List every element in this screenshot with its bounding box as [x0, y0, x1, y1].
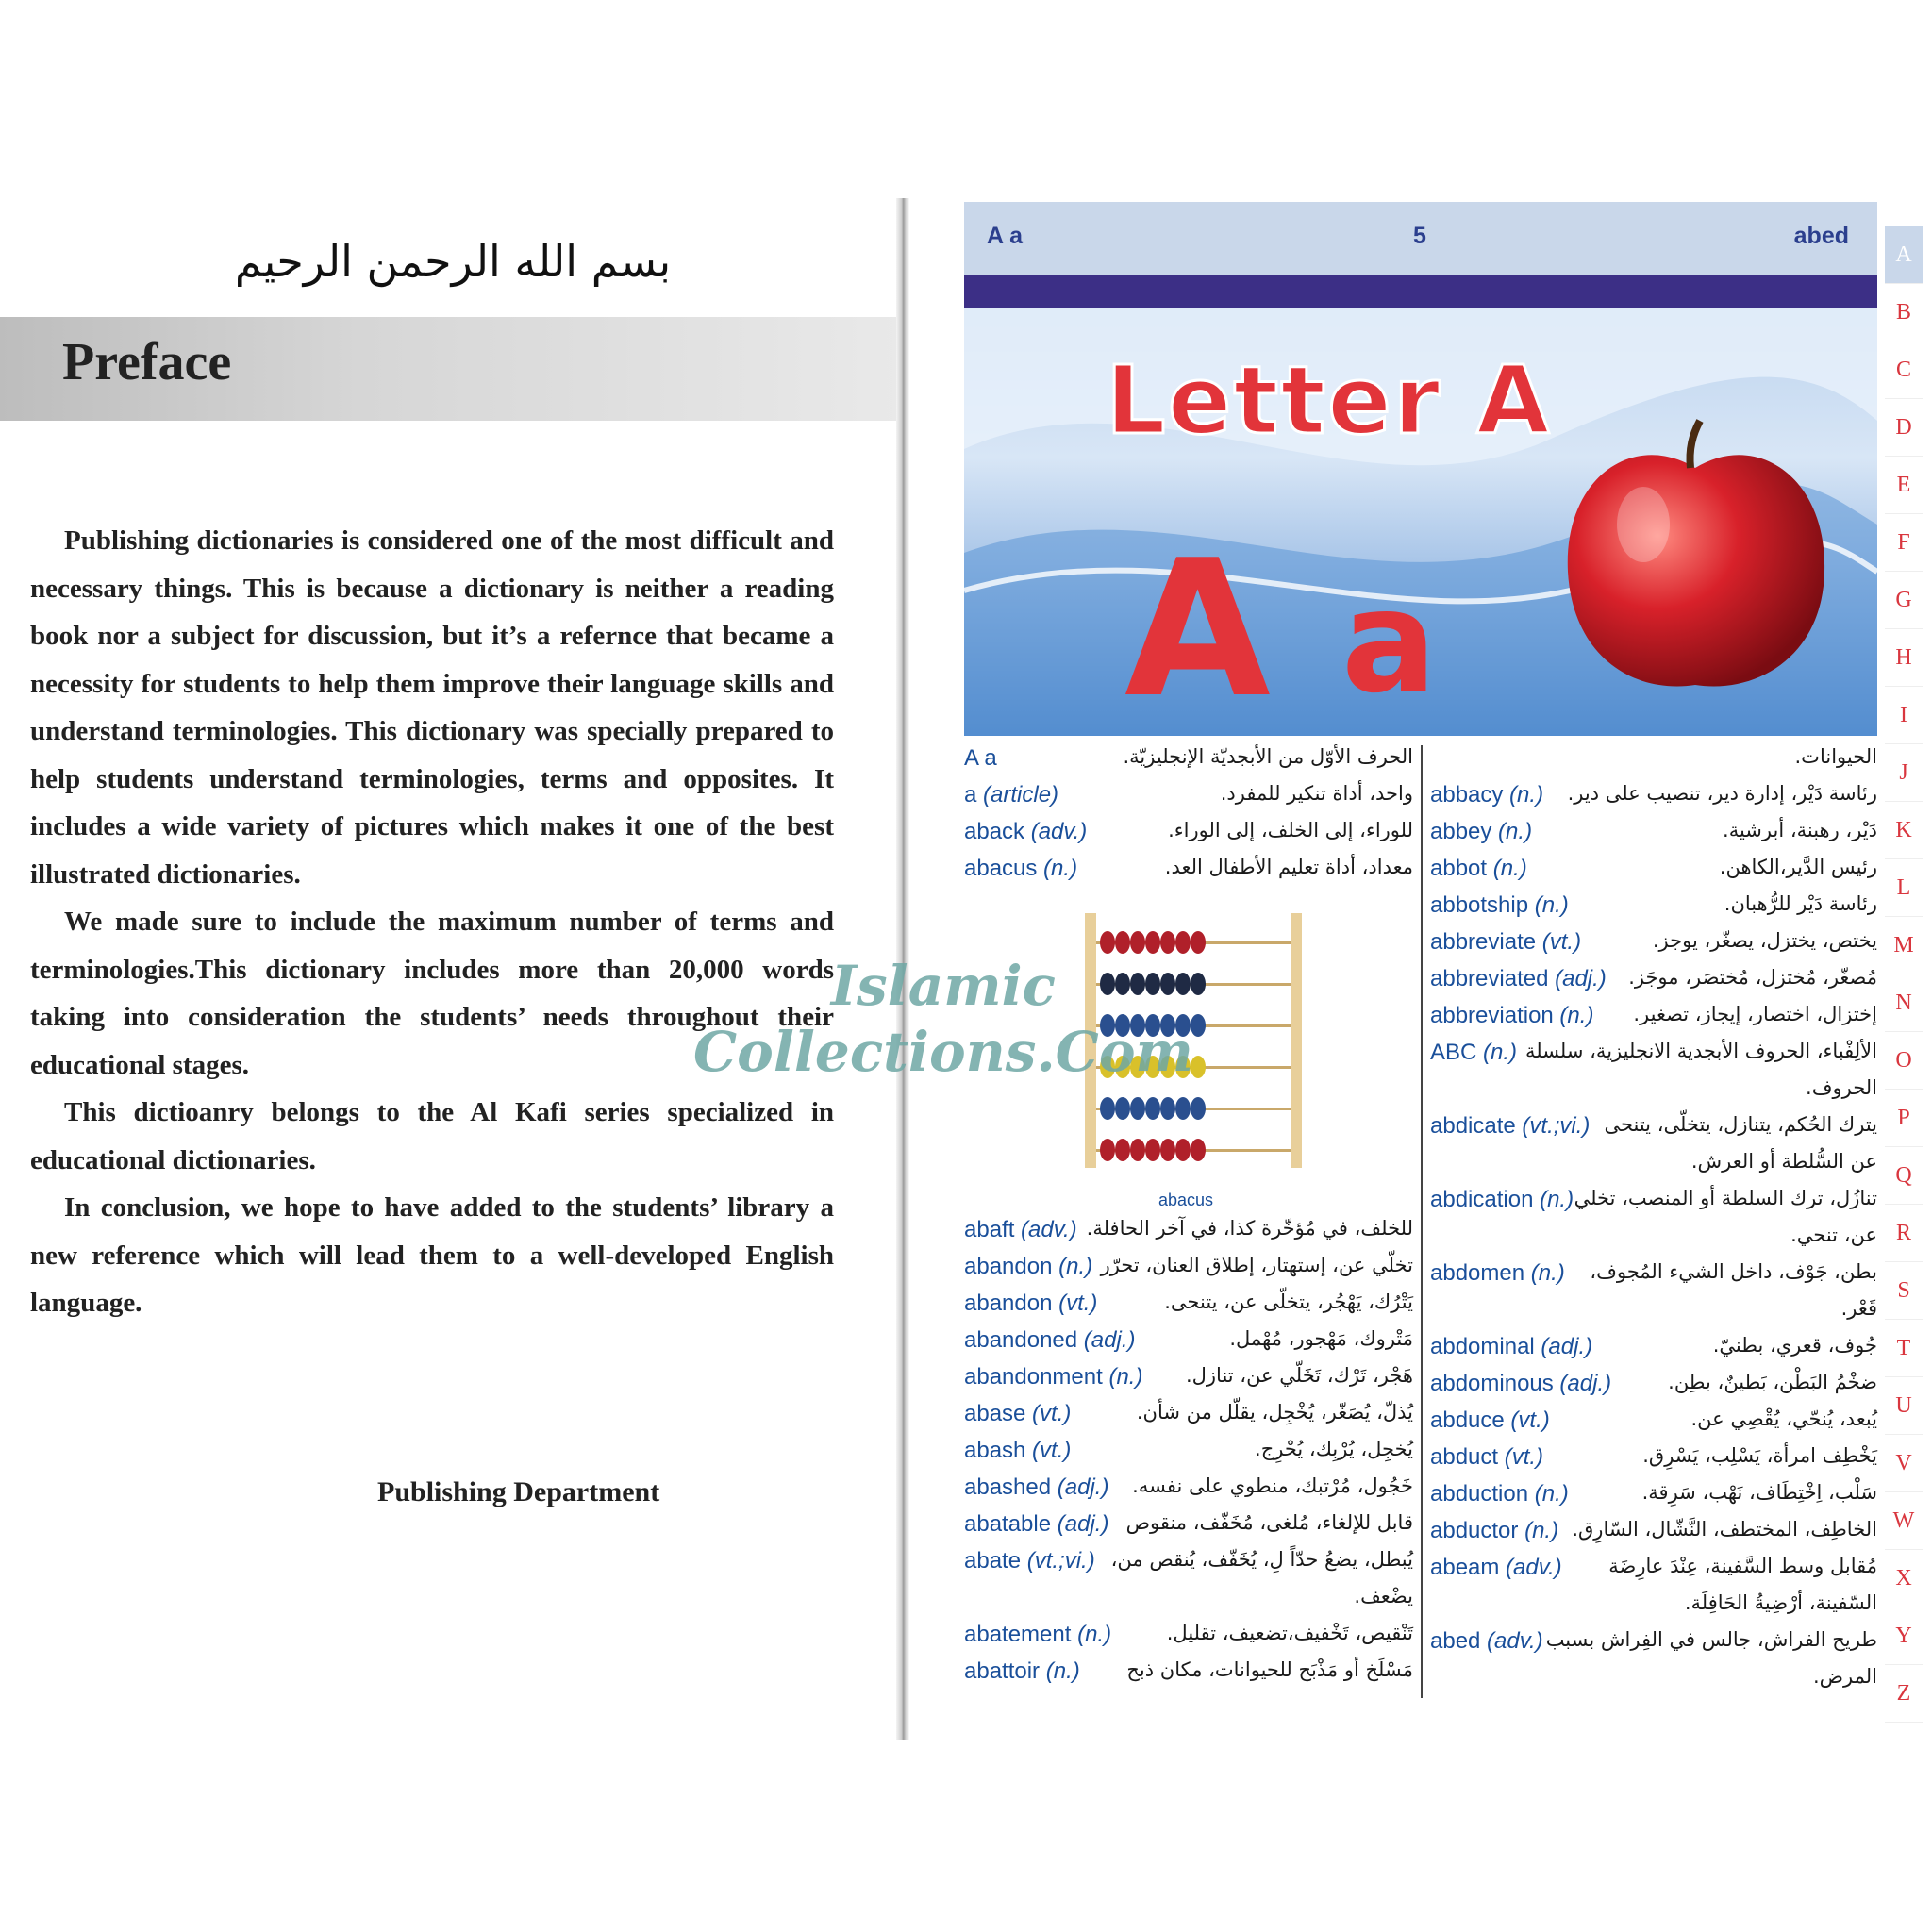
entry-part-of-speech: (adj.) [1534, 1334, 1593, 1359]
entry-arabic-definition: دَيْر، رهبنة، أبرشية. [1723, 819, 1877, 841]
entry-headword [1430, 1003, 1593, 1029]
abacus-bead [1100, 1139, 1115, 1161]
entry-word: abduct [1430, 1444, 1499, 1470]
alphabet-tab-p[interactable]: P [1885, 1090, 1923, 1147]
entry-arabic-definition: جُوف، قعري، بطنيّ. [1712, 1334, 1877, 1357]
entry-part-of-speech: (vt.) [1504, 1407, 1550, 1433]
entry-word: abduce [1430, 1407, 1505, 1433]
watermark-line: Collections.Com [693, 1020, 1193, 1084]
alphabet-tab-c[interactable]: C [1885, 341, 1923, 399]
dictionary-entry [964, 782, 1413, 814]
entry-word: abdicate [1430, 1113, 1516, 1139]
dictionary-entry [1430, 856, 1877, 888]
entry-arabic-definition: الخاطِف، المختطف، النَّشّال، السّارِق. [1572, 1518, 1877, 1541]
entry-word: abandonment [964, 1364, 1103, 1390]
alphabet-tab-k[interactable]: K [1885, 802, 1923, 859]
dictionary-entry [1430, 1297, 1877, 1329]
entry-arabic-definition: يُخجِل، يُرْبِك، يُحْرِج. [1255, 1438, 1413, 1460]
entry-headword [964, 1364, 1142, 1391]
abacus-bead [1160, 1097, 1175, 1120]
dictionary-entry [1430, 1628, 1877, 1660]
banner-title: Letter A [1106, 345, 1552, 456]
basmala-heading: بسم الله الرحمن الرحيم [234, 236, 672, 287]
entry-arabic-definition: قَعْر. [1840, 1297, 1877, 1320]
entry-part-of-speech: (vt.) [1052, 1291, 1098, 1316]
alphabet-tab-t[interactable]: T [1885, 1320, 1923, 1377]
alphabet-tab-v[interactable]: V [1885, 1435, 1923, 1492]
entry-headword [1430, 1444, 1543, 1471]
entry-part-of-speech: (adv.) [1499, 1555, 1562, 1580]
entry-headword [1430, 1187, 1574, 1213]
dictionary-entry [964, 1474, 1413, 1507]
entry-part-of-speech: (n.) [1037, 856, 1078, 881]
entry-arabic-definition: رئاسة دَيْر للرُّهبان. [1724, 892, 1877, 915]
entry-part-of-speech: (n.) [1071, 1622, 1112, 1647]
entry-word: abandoned [964, 1327, 1078, 1353]
entry-headword [1430, 929, 1581, 956]
entry-word: abbreviation [1430, 1003, 1554, 1028]
alphabet-tab-z[interactable]: Z [1885, 1665, 1923, 1723]
dictionary-entry [964, 856, 1413, 888]
alphabet-tab-d[interactable]: D [1885, 399, 1923, 457]
alphabet-tab-x[interactable]: X [1885, 1550, 1923, 1607]
preface-paragraph: Publishing dictionaries is considered one of the most difficult and necessary things. This is because a dictionary is neither a reading book nor a subject for discussion, but it’s a refernce that became a necessity for students to help them improve their language skills and understand terminologies. This dictionary was specially prepared to help students understand terminologies, terms and opposites. It includes a wide variety of pictures which makes it one of the best illustrated dictionaries. [30, 525, 834, 890]
entry-arabic-definition: يَتْرُك، يَهْجُر، يتخلّى عن، يتنحى. [1164, 1291, 1413, 1313]
entry-word: abdomen [1430, 1260, 1525, 1286]
entry-arabic-definition: المرض. [1812, 1665, 1877, 1688]
dictionary-entry [1430, 1555, 1877, 1587]
entry-headword [1430, 1040, 1517, 1066]
entry-word: abbey [1430, 819, 1492, 844]
dictionary-entry [1430, 892, 1877, 924]
dictionary-entry [1430, 1224, 1877, 1256]
entry-headword [964, 1474, 1108, 1501]
entry-arabic-definition: يُذلّ، يُصَغّر، يُخْجِل، يقلّل من شأن. [1136, 1401, 1413, 1424]
abacus-bead [1100, 1097, 1115, 1120]
entry-word: abdominous [1430, 1371, 1554, 1396]
dictionary-entry [1430, 1113, 1877, 1145]
alphabet-thumb-index [1885, 226, 1923, 1723]
entry-word: abaft [964, 1217, 1015, 1242]
abacus-bead [1145, 1139, 1160, 1161]
entry-headword [964, 1327, 1136, 1354]
dictionary-entry [964, 1327, 1413, 1359]
entry-part-of-speech: (vt.;vi.) [1515, 1113, 1591, 1139]
entry-arabic-definition: مَتْروك، مَهْجور، مُهْمل. [1229, 1327, 1413, 1350]
entry-part-of-speech: (n.) [1040, 1658, 1080, 1684]
dictionary-entry [1430, 1481, 1877, 1513]
alphabet-tab-n[interactable]: N [1885, 974, 1923, 1032]
entry-word: abbacy [1430, 782, 1504, 808]
entry-word: abductor [1430, 1518, 1519, 1543]
dictionary-entry [964, 1438, 1413, 1470]
alphabet-tab-f[interactable]: F [1885, 514, 1923, 572]
watermark-line: Islamic [830, 954, 1056, 1018]
entry-arabic-definition: رئيس الدَّير،الكاهن. [1719, 856, 1877, 878]
entry-headword [964, 1254, 1092, 1280]
entry-part-of-speech: (vt.) [1498, 1444, 1544, 1470]
entry-word: abbotship [1430, 892, 1529, 918]
abacus-bead [1175, 931, 1191, 954]
dictionary-entry [1430, 1187, 1877, 1219]
entry-arabic-definition: رئاسة دَيْر، إدارة دير، تنصيب على دير. [1567, 782, 1877, 805]
entry-part-of-speech: (n.) [1487, 856, 1527, 881]
entry-part-of-speech: (n.) [1102, 1364, 1143, 1390]
entry-arabic-definition: السّفينة، أرْضِيةُ الحَافِلَة. [1684, 1591, 1877, 1614]
dictionary-entry [964, 1622, 1413, 1654]
entry-word: abbreviated [1430, 966, 1549, 991]
entry-part-of-speech: (n.) [1533, 1187, 1574, 1212]
entry-arabic-definition: سَلْب، اِخْتِطَاف، نَهْب، سَرِقة. [1641, 1481, 1877, 1504]
abacus-bead [1100, 931, 1115, 954]
dictionary-entry [1430, 1591, 1877, 1624]
entry-headword [964, 1217, 1077, 1243]
alphabet-tab-h[interactable]: H [1885, 629, 1923, 687]
entry-part-of-speech: (n.) [1528, 892, 1569, 918]
entry-part-of-speech: (n.) [1518, 1518, 1559, 1543]
entry-arabic-definition: مَسْلَخ أو مَذْبَح للحيوانات، مكان ذبح [1126, 1658, 1413, 1681]
entry-part-of-speech: (adv.) [1024, 819, 1088, 844]
entry-word: abatement [964, 1622, 1072, 1647]
entry-arabic-definition: معداد، أداة تعليم الأطفال العد. [1164, 856, 1413, 878]
dictionary-entry [1430, 1444, 1877, 1476]
publishing-department-signature: Publishing Department [377, 1476, 660, 1507]
dictionary-entry [1430, 1371, 1877, 1403]
entry-part-of-speech: (vt.;vi.) [1021, 1548, 1095, 1574]
alphabet-tab-r[interactable]: R [1885, 1205, 1923, 1262]
entry-headword [1430, 966, 1607, 992]
entry-part-of-speech: (n.) [1553, 1003, 1594, 1028]
dictionary-entry [1430, 819, 1877, 851]
dictionary-entry [1430, 1334, 1877, 1366]
abacus-bead [1160, 1139, 1175, 1161]
entry-arabic-definition: يضْعف. [1354, 1585, 1413, 1607]
entry-word: abandon [964, 1254, 1053, 1279]
entry-arabic-definition: يُبطل، يضعُ حدّاً لِ، يُخَفّف، يُنقص من، [1110, 1548, 1413, 1571]
alphabet-tab-m[interactable]: M [1885, 917, 1923, 974]
dictionary-entry [964, 1291, 1413, 1323]
entry-arabic-definition: طريح الفراش، جالس في الفِراش بسبب [1545, 1628, 1877, 1651]
entry-word: abdication [1430, 1187, 1534, 1212]
abacus-bead [1130, 1139, 1145, 1161]
entry-headword [964, 1511, 1108, 1538]
entry-headword [1430, 1481, 1569, 1507]
entry-arabic-definition: للخلف، في مُؤخّرة كذا، في آخر الحافلة. [1086, 1217, 1413, 1240]
entry-arabic-definition: إختزال، اختصار، إيجاز، تصغير. [1633, 1003, 1877, 1025]
dictionary-entry [964, 1401, 1413, 1433]
entry-headword [1430, 1260, 1565, 1287]
entry-arabic-definition: يَخْطِف امرأة، يَسْلِب، يَسْرِق. [1642, 1444, 1877, 1467]
entry-arabic-definition: يختص، يختزل، يصغّر، يوجز. [1652, 929, 1877, 952]
entry-arabic-definition: يُبعد، يُنحّي، يُقْصِي عن. [1690, 1407, 1877, 1430]
entry-headword [964, 819, 1087, 845]
banner-uppercase-letter: A [1124, 520, 1271, 736]
entry-arabic-definition: خَجُول، مُرْتبك، منطوي على نفسه. [1132, 1474, 1413, 1497]
entry-word: ABC [1430, 1040, 1477, 1065]
entry-part-of-speech: (vt.) [1025, 1438, 1072, 1463]
abacus-bead [1191, 931, 1206, 954]
entry-word: aback [964, 819, 1025, 844]
alphabet-tab-a[interactable]: A [1885, 226, 1923, 284]
alphabet-tab-w[interactable]: W [1885, 1492, 1923, 1550]
entry-headword [964, 745, 997, 772]
abacus-bead [1160, 931, 1175, 954]
entry-arabic-definition: مُقابل وسط السَّفينة، عِنْدَ عارِضَة [1608, 1555, 1877, 1577]
dictionary-entry [1430, 1407, 1877, 1440]
dictionary-entry [1430, 1003, 1877, 1035]
entry-headword [1430, 1371, 1611, 1397]
dictionary-entry [1430, 1518, 1877, 1550]
entry-arabic-definition: الحرف الأوّل من الأبجديّة الإنجليزيّة. [1123, 745, 1413, 768]
entry-headword [964, 856, 1077, 882]
column-divider [1421, 745, 1423, 1698]
preface-title: Preface [62, 333, 232, 391]
entry-word: A a [964, 745, 997, 771]
entry-headword [1430, 1628, 1543, 1655]
alphabet-tab-l[interactable]: L [1885, 859, 1923, 917]
alphabet-tab-q[interactable]: Q [1885, 1147, 1923, 1205]
watermark [693, 953, 1193, 1085]
entry-word: abandon [964, 1291, 1053, 1316]
abacus-bead [1175, 1097, 1191, 1120]
entry-word: a [964, 782, 977, 808]
alphabet-tab-j[interactable]: J [1885, 744, 1923, 802]
entry-arabic-definition: تَنْقيص، تَخْفيف،تضعيف، تقليل. [1166, 1622, 1413, 1644]
abacus-bead [1130, 931, 1145, 954]
entry-part-of-speech: (n.) [1491, 819, 1533, 844]
entry-arabic-definition: هَجْر، تَرْك، تَخَلّي عن، تنازل. [1185, 1364, 1413, 1387]
abacus-bead [1145, 1097, 1160, 1120]
abacus-bead [1130, 1097, 1145, 1120]
entry-word: abed [1430, 1628, 1481, 1654]
entry-word: abattoir [964, 1658, 1041, 1684]
entry-headword [1430, 1518, 1558, 1544]
header-letter: A a [987, 223, 1023, 249]
dictionary-entry [1430, 1076, 1877, 1108]
abacus-bead [1115, 931, 1130, 954]
abacus-bead [1191, 1097, 1206, 1120]
dictionary-entry [1430, 745, 1877, 777]
entry-headword [1430, 1555, 1562, 1581]
alphabet-tab-e[interactable]: E [1885, 457, 1923, 514]
dictionary-entry [964, 819, 1413, 851]
entry-headword [964, 782, 1058, 808]
dictionary-entry [964, 1511, 1413, 1543]
entry-headword [964, 1291, 1097, 1317]
dictionary-entry [1430, 1150, 1877, 1182]
alphabet-tab-y[interactable]: Y [1885, 1607, 1923, 1665]
entry-word: abase [964, 1401, 1026, 1426]
header-guide-word: abed [1793, 223, 1849, 249]
preface-paragraph: This dictioanry belongs to the Al Kafi series specialized in educational dictionaries. [30, 1097, 834, 1175]
dictionary-entry [1430, 1665, 1877, 1697]
alphabet-tab-u[interactable]: U [1885, 1377, 1923, 1435]
entry-part-of-speech: (n.) [1528, 1481, 1569, 1507]
entry-word: abate [964, 1548, 1022, 1574]
dictionary-entry [964, 1217, 1413, 1249]
entry-part-of-speech: (n.) [1476, 1040, 1518, 1065]
alphabet-tab-b[interactable]: B [1885, 284, 1923, 341]
entry-arabic-definition: تنازُل، ترك السلطة أو المنصب، تخلي [1574, 1187, 1877, 1209]
entry-word: abduction [1430, 1481, 1529, 1507]
entry-part-of-speech: (adv.) [1480, 1628, 1543, 1654]
entry-arabic-definition: قابل للإلغاء، مُلغى، مُخَفّف، منقوص [1125, 1511, 1413, 1534]
dictionary-entry [1430, 1260, 1877, 1292]
page-number: 5 [1413, 223, 1426, 249]
entry-part-of-speech: (adj.) [1548, 966, 1607, 991]
entry-word: abacus [964, 856, 1038, 881]
entry-word: abatable [964, 1511, 1052, 1537]
entry-arabic-definition: يترك الحُكم، يتنازل، يتخلّى، يتنحى [1604, 1113, 1877, 1136]
abacus-bead [1115, 1097, 1130, 1120]
entry-part-of-speech: (adj.) [1553, 1371, 1612, 1396]
dictionary-entry [1430, 929, 1877, 961]
entry-arabic-definition: عن، تنحي. [1790, 1224, 1877, 1246]
abacus-bead [1175, 1139, 1191, 1161]
dictionary-entry [964, 1548, 1413, 1580]
dictionary-entry [1430, 966, 1877, 998]
entry-headword [964, 1622, 1111, 1648]
preface-paragraph: In conclusion, we hope to have added to the students’ library a new reference which will lead them to a well-developed English language. [30, 1192, 834, 1318]
dictionary-entry [964, 745, 1413, 777]
preface-body [30, 517, 834, 1327]
entry-part-of-speech: (n.) [1052, 1254, 1093, 1279]
entry-arabic-definition: تخلّي عن، إستهتار، إطلاق العنان، تحرّر [1100, 1254, 1413, 1276]
entry-arabic-definition: للوراء، إلى الخلف، إلى الوراء. [1168, 819, 1413, 841]
entry-headword [1430, 892, 1569, 919]
entry-word: abbot [1430, 856, 1488, 881]
entry-headword [964, 1438, 1071, 1464]
entry-word: abeam [1430, 1555, 1500, 1580]
entry-part-of-speech: (vt.) [1025, 1401, 1072, 1426]
entry-headword [1430, 782, 1543, 808]
entry-word: abdominal [1430, 1334, 1535, 1359]
entry-arabic-definition: مُصغّر، مُختزل، مُختصَر، موجَز. [1628, 966, 1877, 989]
entry-part-of-speech: (adj.) [1051, 1511, 1109, 1537]
entry-arabic-definition: عن السُّلطة أو العرش. [1690, 1150, 1877, 1173]
entry-headword [964, 1548, 1095, 1574]
entry-part-of-speech: (adj.) [1077, 1327, 1136, 1353]
entry-word: abash [964, 1438, 1026, 1463]
entry-part-of-speech: (adv.) [1014, 1217, 1077, 1242]
dictionary-entry [964, 1364, 1413, 1396]
entry-part-of-speech: (article) [976, 782, 1059, 808]
entry-arabic-definition: ضخْمُ البَطْن، بَطينٌ، بطِن. [1668, 1371, 1877, 1393]
dictionary-entry [964, 1658, 1413, 1690]
entry-arabic-definition: واحد، أداة تنكير للمفرد. [1220, 782, 1413, 805]
header-divider-band [964, 275, 1877, 308]
entry-part-of-speech: (vt.) [1536, 929, 1582, 955]
entry-headword [964, 1401, 1071, 1427]
entry-word: abashed [964, 1474, 1052, 1500]
entry-headword [1430, 1113, 1590, 1140]
entry-word: abbreviate [1430, 929, 1537, 955]
entry-headword [1430, 856, 1527, 882]
banner-lowercase-letter: a [1341, 560, 1438, 724]
entry-headword [1430, 1334, 1592, 1360]
entry-arabic-definition: الألِفْباء، الحروف الأبجدية الانجليزية، سلسلة [1524, 1040, 1877, 1062]
alphabet-tab-g[interactable]: G [1885, 572, 1923, 629]
abacus-bead [1115, 1139, 1130, 1161]
alphabet-tab-s[interactable]: S [1885, 1262, 1923, 1320]
entry-arabic-definition: الحروف. [1806, 1076, 1877, 1099]
abacus-bead [1191, 1139, 1206, 1161]
entry-headword [964, 1658, 1080, 1685]
abacus-caption: abacus [1158, 1191, 1214, 1209]
entry-part-of-speech: (n.) [1503, 782, 1544, 808]
preface-paragraph: We made sure to include the maximum number of terms and terminologies.This dictionary includes more than 20,000 words taking into consideration the students’ needs throughout their educational stages. [30, 907, 834, 1080]
dictionary-entry [964, 1585, 1413, 1617]
entry-headword [1430, 1407, 1550, 1434]
dictionary-entry [1430, 782, 1877, 814]
abacus-bead [1145, 931, 1160, 954]
apple-image [1558, 411, 1832, 704]
dictionary-entry [964, 1254, 1413, 1286]
entry-part-of-speech: (n.) [1524, 1260, 1565, 1286]
entry-headword [1430, 819, 1532, 845]
alphabet-tab-i[interactable]: I [1885, 687, 1923, 744]
dictionary-entry [1430, 1040, 1877, 1072]
entry-arabic-definition: الحيوانات. [1794, 745, 1877, 768]
entry-arabic-definition: بطن، جَوْف، داخل الشيء المُجوف، [1590, 1260, 1877, 1283]
entry-part-of-speech: (adj.) [1051, 1474, 1109, 1500]
alphabet-tab-o[interactable]: O [1885, 1032, 1923, 1090]
letter-a-banner [964, 308, 1877, 736]
page-header [964, 202, 1877, 275]
